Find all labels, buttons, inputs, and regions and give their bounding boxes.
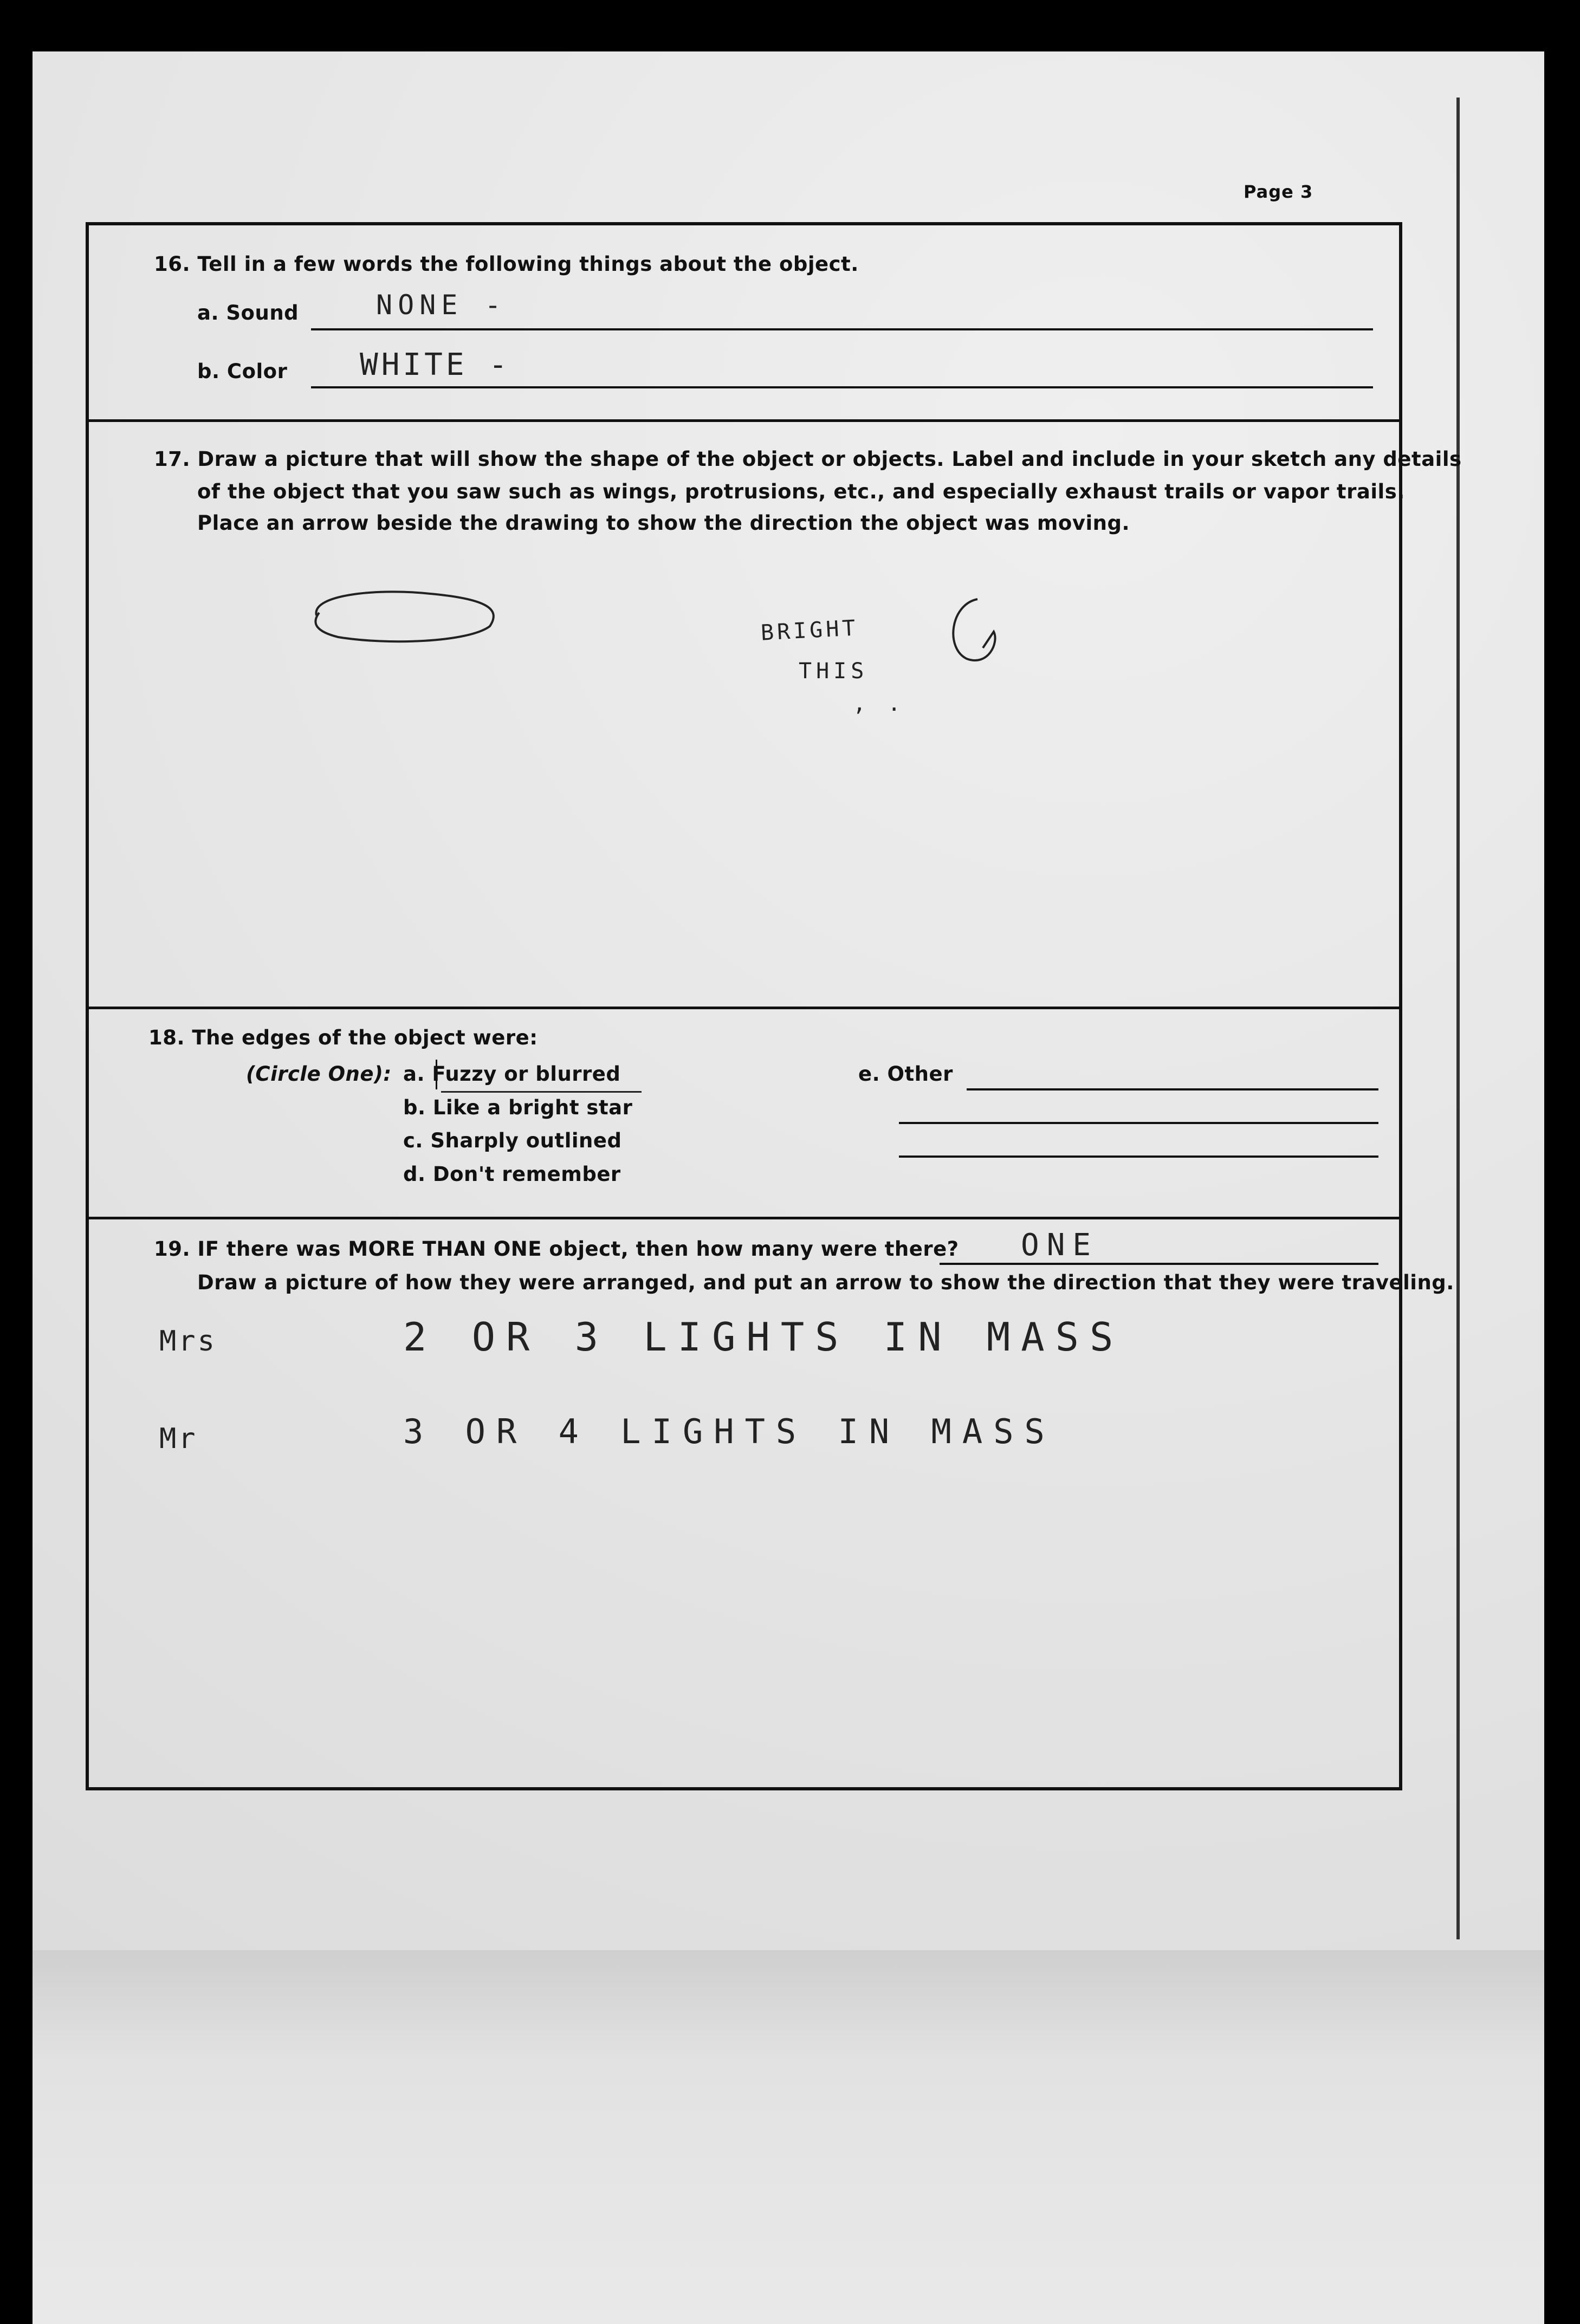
q16-color-label: b. Color xyxy=(197,360,288,383)
q18-circle-label: (Circle One): xyxy=(246,1062,392,1086)
hand-row2-text: 3 OR 4 LIGHTS IN MASS xyxy=(403,1412,1056,1451)
q17-line1: 17. Draw a picture that will show the shape of the object or objects. Label and include in your sketch any details xyxy=(154,447,1462,471)
hand-row1-prefix: Mrs xyxy=(159,1325,217,1358)
q18-option-a[interactable]: a. Fuzzy or blurred xyxy=(403,1062,621,1086)
q16-sound-line xyxy=(311,328,1373,330)
hand-row2-prefix: Mr xyxy=(159,1423,198,1455)
q18-option-c[interactable]: c. Sharply outlined xyxy=(403,1129,622,1152)
q18-other-line-1 xyxy=(967,1088,1378,1090)
under-sheet xyxy=(33,1950,1544,2324)
q19-count-line xyxy=(940,1263,1378,1265)
q16-sound-label: a. Sound xyxy=(197,301,299,324)
q17-line3: Place an arrow beside the drawing to show the direction the object was moving. xyxy=(197,511,1130,535)
q18-option-d[interactable]: d. Don't remember xyxy=(403,1163,621,1186)
sheet-edge xyxy=(1456,98,1460,1939)
q18-other-line-2 xyxy=(899,1122,1378,1124)
underline-mark-a xyxy=(441,1091,642,1093)
page-number: Page 3 xyxy=(1244,181,1313,202)
sketch-note-this: THIS xyxy=(799,659,869,684)
q18-prompt: 18. The edges of the object were: xyxy=(148,1026,538,1049)
q18-option-b[interactable]: b. Like a bright star xyxy=(403,1096,633,1119)
q16-sound-answer: NONE - xyxy=(376,289,507,321)
sketch-note-bright: BRIGHT xyxy=(760,615,859,646)
divider-16-17 xyxy=(89,419,1399,422)
sketch-circle-mark xyxy=(934,588,1010,675)
sketch-note-3: , . xyxy=(853,691,905,716)
q16-color-answer: WHITE - xyxy=(360,347,511,382)
circle-mark-a xyxy=(436,1060,437,1089)
q16-prompt: 16. Tell in a few words the following things about the object. xyxy=(154,252,859,276)
q19-prompt: 19. IF there was MORE THAN ONE object, then how many were there? xyxy=(154,1237,959,1261)
form-box xyxy=(86,222,1462,1790)
q16-color-line xyxy=(311,386,1373,388)
q18-other-line-3 xyxy=(899,1155,1378,1158)
q19-line2: Draw a picture of how they were arranged, and put an arrow to show the direction that they were traveling. xyxy=(197,1271,1454,1294)
q18-option-e[interactable]: e. Other xyxy=(858,1062,953,1086)
q17-line2: of the object that you saw such as wings, protrusions, etc., and especially exhaust trails or vapor trails. xyxy=(197,480,1405,503)
divider-18-19 xyxy=(89,1217,1399,1219)
q19-count-answer: ONE xyxy=(1021,1228,1099,1263)
sketch-oval xyxy=(306,577,511,653)
divider-17-18 xyxy=(89,1007,1399,1009)
hand-row1-text: 2 OR 3 LIGHTS IN MASS xyxy=(403,1314,1124,1360)
